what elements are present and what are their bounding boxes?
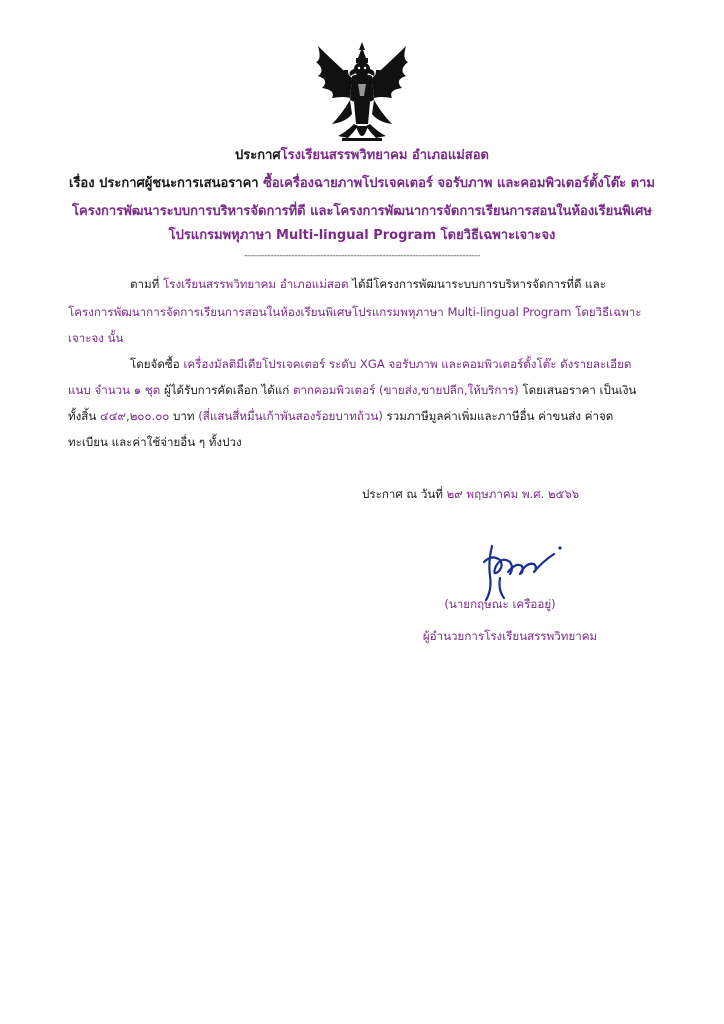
announcement-heading <box>40 146 684 166</box>
heading-prefix: ประกาศ <box>235 148 281 163</box>
paragraph1-line2: โครงการพัฒนาการจัดการเรียนการสอนในห้องเรียนพิเศษโปรแกรมพหุภาษา Multi-lingual Program โดยวิธีเฉพาะ <box>68 305 642 319</box>
subject-line <box>40 174 684 194</box>
paragraph2-quantity: แนบ จำนวน ๑ ชุด <box>68 383 161 397</box>
paragraph2-selected-label: ผู้ได้รับการคัดเลือก ได้แก่ <box>163 383 290 397</box>
signer-name: (นายกฤษณะ เครืออยู่) <box>444 597 556 611</box>
paragraph2-line1 <box>130 354 631 374</box>
paragraph1-line3: เจาะจง นั้น <box>68 331 124 345</box>
paragraph2-line4: ทะเบียน และค่าใช้จ่ายอื่น ๆ ทั้งปวง <box>68 435 242 449</box>
paragraph1-school: โรงเรียนสรรพวิทยาคม อำเภอแม่สอด <box>163 277 349 291</box>
project-line: โครงการพัฒนาระบบการบริหารจัดการที่ดี และโครงการพัฒนาการจัดการเรียนการสอนในห้องเรียนพิเศษ <box>72 204 652 219</box>
paragraph2-price-label: โดยเสนอราคา เป็นเงิน <box>522 383 637 397</box>
paragraph1-line1 <box>130 274 606 294</box>
paragraph2-line2 <box>68 380 636 400</box>
paragraph2-tax-note: รวมภาษีมูลค่าเพิ่มและภาษีอื่น ค่าขนส่ง ค่าจด <box>386 409 614 423</box>
paragraph2-item: เครื่องมัลติมีเดียโปรเจคเตอร์ ระดับ XGA จอรับภาพ และคอมพิวเตอร์ตั้งโต๊ะ ดังรายละเอียด <box>183 357 632 371</box>
paragraph2-total-label: ทั้งสิ้น <box>68 409 97 423</box>
paragraph2-line3 <box>68 406 613 426</box>
announcement-date-line <box>362 486 579 504</box>
garuda-emblem-icon <box>312 40 412 148</box>
program-line: โปรแกรมพหุภาษา Multi-lingual Program โดยวิธีเฉพาะเจาะจง <box>168 228 556 243</box>
signature-icon <box>470 532 570 604</box>
signer-title: ผู้อำนวยการโรงเรียนสรรพวิทยาคม <box>422 629 598 643</box>
heading-school: โรงเรียนสรรพวิทยาคม อำเภอแม่สอด <box>280 148 489 163</box>
paragraph1-rest: ได้มีโครงการพัฒนาระบบการบริหารจัดการที่ดี และ <box>352 277 606 291</box>
paragraph2-lead: โดยจัดซื้อ <box>130 357 180 371</box>
divider-line: -------------------------------------------------------------------------------- <box>244 251 480 261</box>
paragraph2-amount-words: (สี่แสนสี่หมื่นเก้าพันสองร้อยบาทถ้วน) <box>198 409 383 423</box>
paragraph1-lead: ตามที่ <box>130 277 160 291</box>
paragraph2-amount: ๔๔๙,๒๐๐.๐๐ <box>100 409 170 423</box>
paragraph2-winner: ตากคอมพิวเตอร์ (ขายส่ง,ขายปลีก,ให้บริการ) <box>293 383 519 397</box>
announcement-date: ๒๙ พฤษภาคม พ.ศ. ๒๕๖๖ <box>446 487 580 501</box>
subject-text: ซื้อเครื่องฉายภาพโปรเจคเตอร์ จอรับภาพ และคอมพิวเตอร์ตั้งโต๊ะ ตาม <box>263 176 655 191</box>
paragraph2-currency: บาท <box>173 409 195 423</box>
date-prefix: ประกาศ ณ วันที่ <box>362 487 443 501</box>
subject-prefix: เรื่อง ประกาศผู้ชนะการเสนอราคา <box>69 176 259 191</box>
